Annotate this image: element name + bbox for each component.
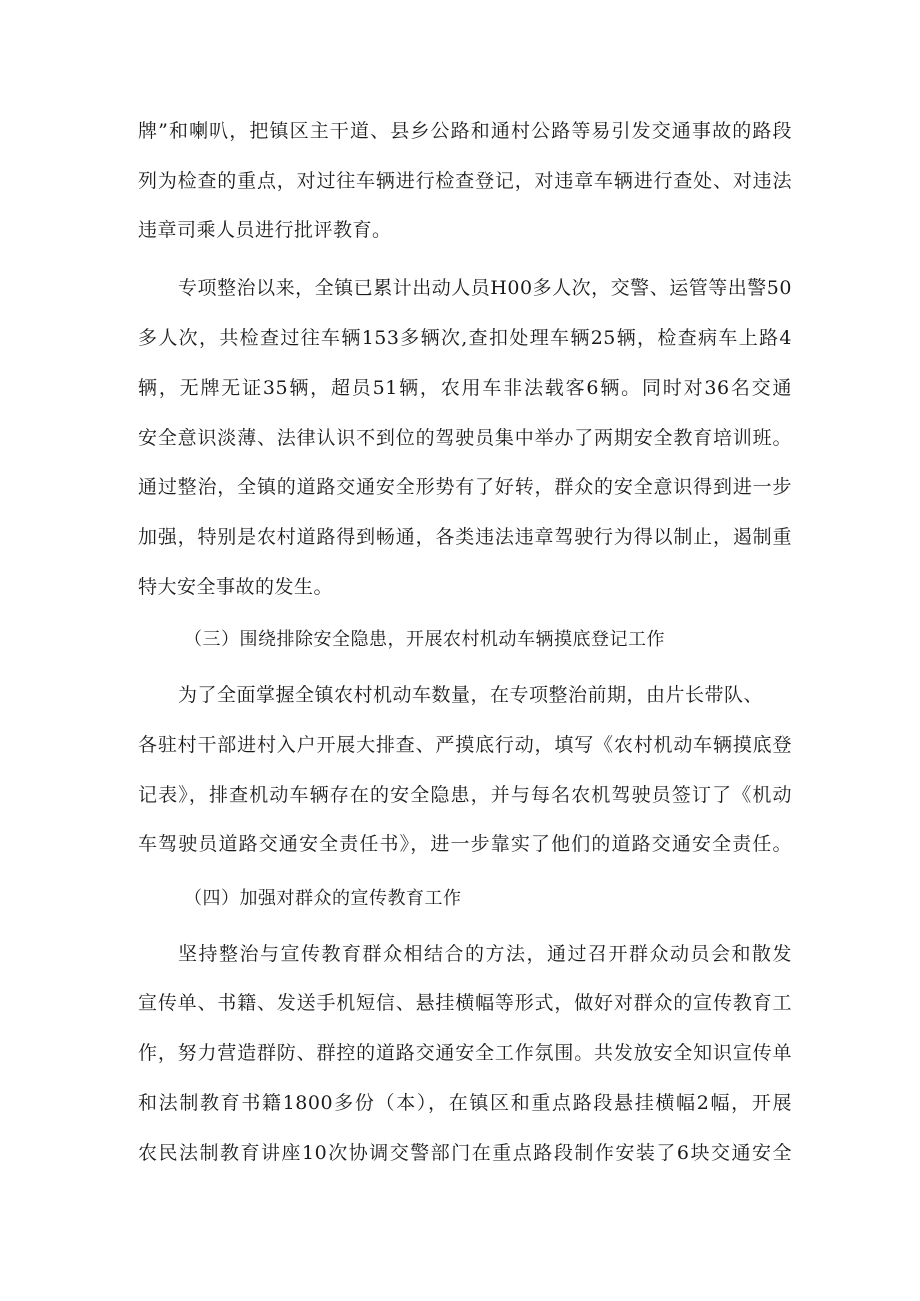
text-line: 特大安全事故的发生。 [138, 576, 334, 598]
text-line: 农民法制教育讲座10次协调交警部门在重点路段制作安装了6块交通安全 [138, 1142, 792, 1164]
text-line: 列为检查的重点，对过往车辆进行检查登记，对违章车辆进行查处、对违法 [138, 170, 792, 192]
text-line: 专项整治以来，全镇已累计出动人员H00多人次，交警、运管等出警50 [178, 277, 792, 299]
text-line: 各驻村干部进村入户开展大排查、严摸底行动，填写《农村机动车辆摸底登 [138, 734, 792, 756]
text-line: 作，努力营造群防、群控的道路交通安全工作氛围。共发放安全知识宣传单 [138, 1042, 792, 1064]
text-line: 牌”和喇叭，把镇区主干道、县乡公路和通村公路等易引发交通事故的路段 [138, 120, 792, 142]
text-line: 违章司乘人员进行批评教育。 [138, 219, 392, 241]
text-line: 和法制教育书籍1800多份（本），在镇区和重点路段悬挂横幅2幅，开展 [138, 1092, 792, 1114]
text-line: 安全意识淡薄、法律认识不到位的驾驶员集中举办了两期安全教育培训班。 [138, 427, 792, 449]
text-line: 坚持整治与宣传教育群众相结合的方法，通过召开群众动员会和散发 [178, 943, 792, 965]
text-line: 通过整治，全镇的道路交通安全形势有了好转，群众的安全意识得到进一步 [138, 476, 792, 498]
text-line: 车驾驶员道路交通安全责任书》，进一步靠实了他们的道路交通安全责任。 [138, 833, 792, 855]
text-line: 记表》，排查机动车辆存在的安全隐患，并与每名农机驾驶员签订了《机动 [138, 784, 792, 806]
text-line: 为了全面掌握全镇农村机动车数量，在专项整治前期，由片长带队、 [178, 684, 764, 706]
text-line: 加强，特别是农村道路得到畅通，各类违法违章驾驶行为得以制止，遏制重 [138, 526, 792, 548]
text-line: 宣传单、书籍、发送手机短信、悬挂横幅等形式，做好对群众的宣传教育工 [138, 992, 792, 1014]
section-heading: （四）加强对群众的宣传教育工作 [184, 888, 462, 909]
section-heading: （三）围绕排除安全隐患，开展农村机动车辆摸底登记工作 [184, 629, 665, 650]
text-line: 辆，无牌无证35辆，超员51辆，农用车非法载客6辆。同时对36名交通 [138, 377, 792, 399]
text-line: 多人次，共检查过往车辆153多辆次,查扣处理车辆25辆，检查病车上路4 [138, 327, 792, 349]
